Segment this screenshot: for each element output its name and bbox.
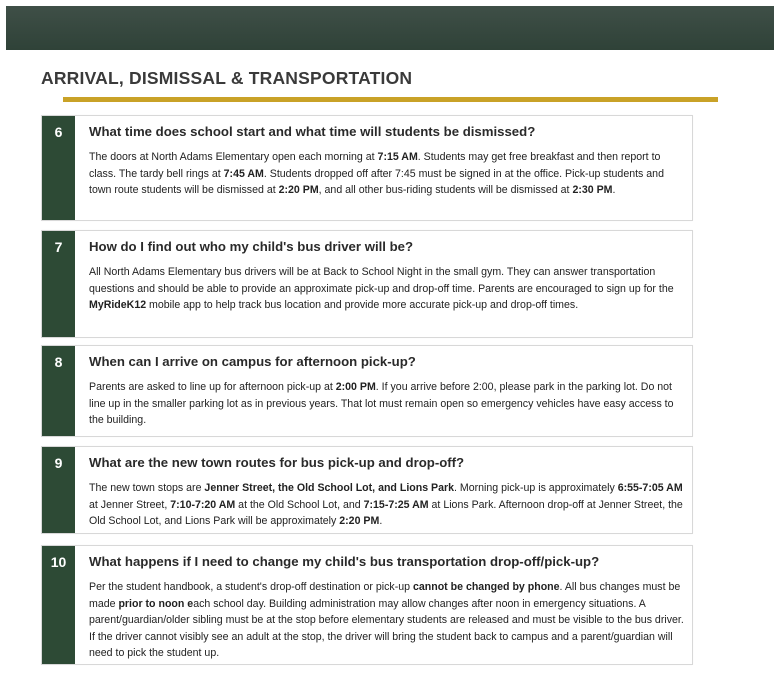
answer-text: All North Adams Elementary bus drivers will be at Back to School Night in the small gym. They can answer transportation questions and should be able to provide an approximate pick-up and drop-off time. Parents are encouraged to sign up for the — [89, 266, 674, 295]
faq-card — [41, 230, 693, 338]
answer-emphasis: Jenner Street, the Old School Lot, and Lions Park — [204, 482, 455, 494]
faq-answer — [89, 480, 684, 530]
top-banner — [6, 6, 774, 50]
answer-emphasis: 7:45 AM — [223, 167, 264, 180]
faq-question: What are the new town routes for bus pick-up and drop-off? — [89, 455, 465, 470]
faq-body — [89, 231, 692, 314]
answer-emphasis: prior to noon e — [118, 597, 194, 610]
answer-text: ach school day. Building administration may allow changes after noon in emergency situations. A parent/guardian/older sibling must be at the stop before elementary students are released and must be visible to the bus driver. If the driver cannot visibly see an adult at the stop, the driver will bring the student back to campus and a parent/guardian will need to pick the student up. — [89, 597, 684, 660]
faq-card — [41, 545, 693, 665]
answer-emphasis: 2:30 PM — [572, 184, 613, 197]
faq-question: What time does school start and what time will students be dismissed? — [89, 124, 536, 139]
answer-emphasis: MyRideK12 — [89, 299, 147, 312]
answer-text: at Jenner Street, — [89, 498, 171, 511]
answer-emphasis: cannot be changed by phone — [412, 581, 560, 593]
answer-text: . Students dropped off after 7:45 must be signed in at the office. Pick-up students and town route students will be dismissed at — [89, 167, 664, 197]
faq-body — [89, 346, 692, 429]
faq-card — [41, 115, 693, 221]
faq-answer — [89, 264, 684, 314]
answer-emphasis: 6:55-7:05 AM — [617, 482, 683, 494]
answer-emphasis: 2:20 PM — [278, 184, 319, 197]
answer-emphasis: 7:10-7:20 AM — [170, 498, 236, 511]
faq-number: 8 — [42, 346, 75, 436]
faq-answer — [89, 379, 684, 429]
faq-card — [41, 446, 693, 534]
answer-text: at the Old School Lot, and — [235, 498, 364, 511]
answer-text: . All bus changes must be made — [89, 581, 681, 610]
answer-text: mobile app to help track bus location and provide more accurate pick-up and drop-off times. — [146, 299, 579, 312]
faq-question: How do I find out who my child's bus driver will be? — [89, 239, 414, 254]
answer-emphasis: 2:00 PM — [335, 381, 376, 393]
answer-text: . Students may get free breakfast and then report to class. The tardy bell rings at — [89, 151, 661, 180]
answer-text: , and all other bus-riding students will be dismissed at — [318, 184, 573, 197]
faq-number: 6 — [42, 116, 75, 220]
answer-text: at Lions Park. Afternoon drop-off at Jenner Street, the Old School Lot, and Lions Park will be approximately — [89, 498, 683, 528]
answer-text: . If you arrive before 2:00, please park in the parking lot. Do not line up in the smaller parking lot as in previous years. That lot must remain open so emergency vehicles have easy access to the building. — [89, 381, 674, 427]
faq-answer — [89, 579, 684, 662]
answer-text: The new town stops are — [89, 482, 205, 494]
answer-text: . — [612, 184, 616, 197]
faq-answer — [89, 149, 684, 199]
answer-text: Per the student handbook, a student's drop-off destination or pick-up — [89, 581, 413, 593]
answer-text: . Morning pick-up is approximately — [454, 482, 618, 494]
faq-question: What happens if I need to change my child's bus transportation drop-off/pick-up? — [89, 554, 600, 569]
faq-card — [41, 345, 693, 437]
answer-text: Parents are asked to line up for afternoon pick-up at — [89, 381, 336, 393]
faq-number: 10 — [42, 546, 75, 664]
faq-number: 9 — [42, 447, 75, 533]
faq-number: 7 — [42, 231, 75, 337]
answer-emphasis: 7:15-7:25 AM — [363, 498, 429, 511]
faq-body — [89, 447, 692, 530]
answer-emphasis: 7:15 AM — [377, 151, 418, 163]
answer-text: The doors at North Adams Elementary open each morning at — [89, 151, 378, 163]
faq-body — [89, 116, 692, 199]
divider-rule — [63, 97, 718, 102]
answer-emphasis: 2:20 PM — [339, 515, 380, 528]
faq-body — [89, 546, 692, 662]
page-title: ARRIVAL, DISMISSAL & TRANSPORTATION — [41, 68, 413, 88]
answer-text: . — [379, 515, 383, 528]
faq-question: When can I arrive on campus for afternoon pick-up? — [89, 354, 416, 369]
